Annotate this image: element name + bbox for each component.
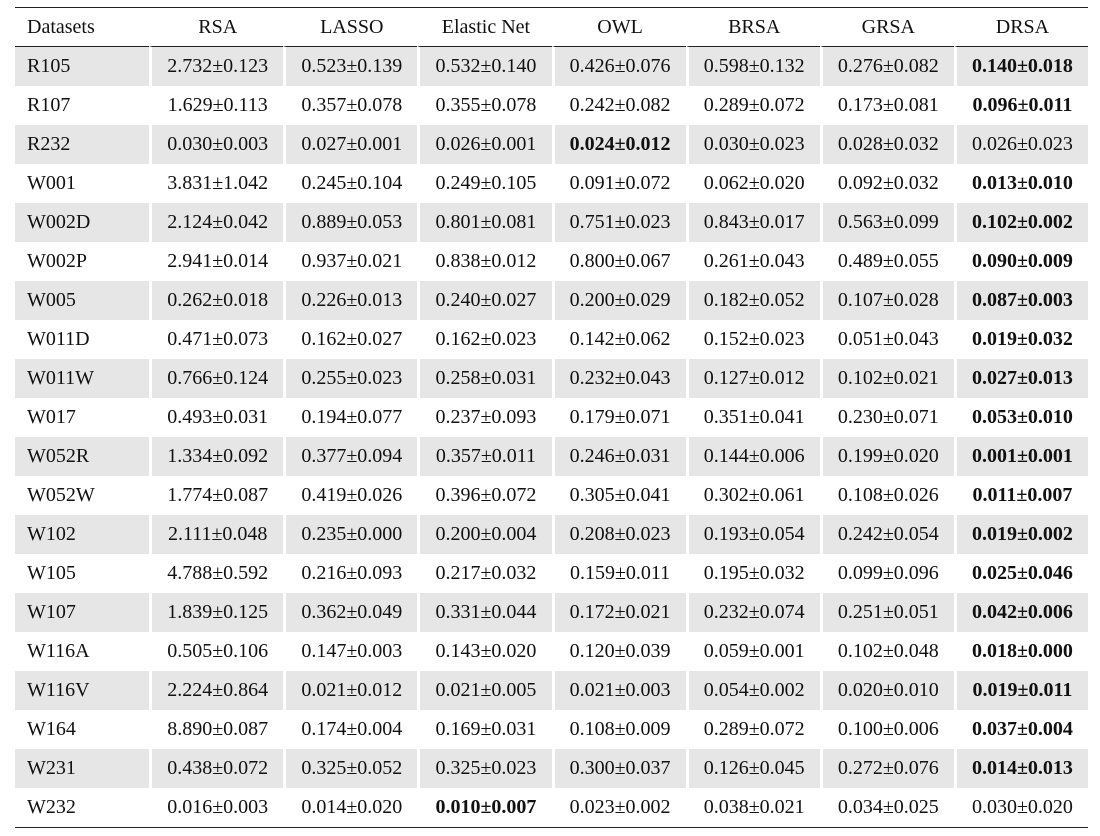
header-elastic-net: Elastic Net xyxy=(417,8,551,47)
table-row xyxy=(15,203,1088,242)
value-cell-brsa: 0.232±0.074 xyxy=(686,593,820,632)
header-brsa: BRSA xyxy=(686,8,820,47)
value-cell-elastic-net: 0.249±0.105 xyxy=(417,164,551,203)
dataset-name-cell: W102 xyxy=(15,515,149,554)
value-cell-brsa: 0.152±0.023 xyxy=(686,320,820,359)
value-cell-rsa: 1.334±0.092 xyxy=(149,437,283,476)
value-cell-owl: 0.179±0.071 xyxy=(552,398,686,437)
value-cell-rsa: 0.471±0.073 xyxy=(149,320,283,359)
dataset-name-cell: W116V xyxy=(15,671,149,710)
value-cell-elastic-net: 0.258±0.031 xyxy=(417,359,551,398)
dataset-name-cell: W001 xyxy=(27,172,76,194)
value-cell-lasso: 0.362±0.049 xyxy=(283,593,417,632)
value-cell-owl: 0.800±0.067 xyxy=(552,242,686,281)
value-cell-brsa: 0.261±0.043 xyxy=(686,242,820,281)
value-cell-brsa: 0.598±0.132 xyxy=(686,47,820,86)
value-cell-rsa: 4.788±0.592 xyxy=(149,554,283,593)
table-row xyxy=(15,281,1088,320)
header-row xyxy=(15,8,1088,47)
value-cell-grsa: 0.108±0.026 xyxy=(820,476,954,515)
value-cell-elastic-net: 0.355±0.078 xyxy=(417,86,551,125)
dataset-name-cell: W164 xyxy=(27,718,76,740)
value-cell-rsa: 0.262±0.018 xyxy=(149,281,283,320)
value-cell-brsa: 0.030±0.023 xyxy=(686,125,820,164)
value-cell-lasso: 0.325±0.052 xyxy=(283,749,417,788)
value-cell-elastic-net: 0.532±0.140 xyxy=(417,47,551,86)
value-cell-drsa: 0.087±0.003 xyxy=(954,281,1088,320)
table-row xyxy=(15,788,1088,827)
value-cell-brsa: 0.843±0.017 xyxy=(686,203,820,242)
value-cell-rsa: 0.438±0.072 xyxy=(149,749,283,788)
table-row xyxy=(15,242,1088,281)
value-cell-drsa: 0.001±0.001 xyxy=(954,437,1088,476)
value-cell-lasso: 0.357±0.078 xyxy=(283,86,417,125)
value-cell-drsa: 0.014±0.013 xyxy=(954,749,1088,788)
value-cell-lasso: 0.245±0.104 xyxy=(283,164,417,203)
value-cell-rsa: 2.111±0.048 xyxy=(149,515,283,554)
value-cell-brsa: 0.193±0.054 xyxy=(686,515,820,554)
value-cell-lasso: 0.216±0.093 xyxy=(283,554,417,593)
table-row xyxy=(15,476,1088,515)
value-cell-owl: 0.021±0.003 xyxy=(552,671,686,710)
table-row xyxy=(15,437,1088,476)
table-row xyxy=(15,47,1088,86)
value-cell-grsa: 0.230±0.071 xyxy=(820,398,954,437)
value-cell-lasso: 0.889±0.053 xyxy=(283,203,417,242)
dataset-name-cell: W052W xyxy=(27,484,95,506)
value-cell-brsa: 0.038±0.021 xyxy=(686,788,820,827)
dataset-name-cell: W011W xyxy=(15,359,149,398)
table-row xyxy=(15,86,1088,125)
value-cell-brsa: 0.054±0.002 xyxy=(686,671,820,710)
value-cell-rsa: 1.774±0.087 xyxy=(149,476,283,515)
table-row xyxy=(15,125,1088,164)
value-cell-drsa: 0.011±0.007 xyxy=(954,476,1088,515)
dataset-name-cell: R105 xyxy=(15,47,149,86)
value-cell-lasso: 0.027±0.001 xyxy=(283,125,417,164)
value-cell-drsa: 0.140±0.018 xyxy=(954,47,1088,86)
value-cell-owl: 0.172±0.021 xyxy=(552,593,686,632)
value-cell-grsa: 0.102±0.021 xyxy=(820,359,954,398)
dataset-name-cell: R232 xyxy=(15,125,149,164)
value-cell-lasso: 0.147±0.003 xyxy=(283,632,417,671)
value-cell-owl: 0.200±0.029 xyxy=(552,281,686,320)
dataset-name-cell: W002D xyxy=(15,203,149,242)
value-cell-grsa: 0.100±0.006 xyxy=(820,710,954,749)
header-datasets: Datasets xyxy=(15,8,149,47)
header-lasso: LASSO xyxy=(283,8,417,47)
header-rsa: RSA xyxy=(149,8,283,47)
value-cell-lasso: 0.021±0.012 xyxy=(283,671,417,710)
table-row xyxy=(15,359,1088,398)
value-cell-owl: 0.305±0.041 xyxy=(552,476,686,515)
value-cell-owl: 0.426±0.076 xyxy=(552,47,686,86)
value-cell-brsa: 0.195±0.032 xyxy=(686,554,820,593)
value-cell-owl: 0.751±0.023 xyxy=(552,203,686,242)
value-cell-lasso: 0.377±0.094 xyxy=(283,437,417,476)
value-cell-rsa: 0.016±0.003 xyxy=(149,788,283,827)
value-cell-grsa: 0.173±0.081 xyxy=(820,86,954,125)
value-cell-grsa: 0.242±0.054 xyxy=(820,515,954,554)
value-cell-brsa: 0.062±0.020 xyxy=(686,164,820,203)
value-cell-grsa: 0.276±0.082 xyxy=(820,47,954,86)
value-cell-grsa: 0.020±0.010 xyxy=(820,671,954,710)
value-cell-lasso: 0.523±0.139 xyxy=(283,47,417,86)
results-table-container xyxy=(15,7,1088,828)
value-cell-lasso: 0.235±0.000 xyxy=(283,515,417,554)
value-cell-drsa: 0.019±0.011 xyxy=(954,671,1088,710)
dataset-name-cell: W105 xyxy=(27,562,76,584)
dataset-name-cell: W116A xyxy=(27,640,90,662)
value-cell-owl: 0.024±0.012 xyxy=(552,125,686,164)
dataset-name-cell: R107 xyxy=(27,94,71,116)
table-row xyxy=(15,398,1088,437)
value-cell-drsa: 0.042±0.006 xyxy=(954,593,1088,632)
value-cell-lasso: 0.014±0.020 xyxy=(283,788,417,827)
value-cell-drsa: 0.026±0.023 xyxy=(954,125,1088,164)
value-cell-grsa: 0.028±0.032 xyxy=(820,125,954,164)
value-cell-elastic-net: 0.357±0.011 xyxy=(417,437,551,476)
table-row xyxy=(15,710,1088,749)
value-cell-rsa: 2.732±0.123 xyxy=(149,47,283,86)
value-cell-grsa: 0.199±0.020 xyxy=(820,437,954,476)
value-cell-brsa: 0.302±0.061 xyxy=(686,476,820,515)
value-cell-grsa: 0.251±0.051 xyxy=(820,593,954,632)
table-row xyxy=(15,632,1088,671)
dataset-name-cell: W052R xyxy=(15,437,149,476)
value-cell-elastic-net: 0.237±0.093 xyxy=(417,398,551,437)
value-cell-owl: 0.300±0.037 xyxy=(552,749,686,788)
value-cell-lasso: 0.937±0.021 xyxy=(283,242,417,281)
value-cell-lasso: 0.162±0.027 xyxy=(283,320,417,359)
dataset-name-cell: W005 xyxy=(15,281,149,320)
value-cell-elastic-net: 0.838±0.012 xyxy=(417,242,551,281)
dataset-name-cell: W231 xyxy=(15,749,149,788)
value-cell-owl: 0.232±0.043 xyxy=(552,359,686,398)
dataset-name-cell: W002P xyxy=(27,250,87,272)
dataset-name-cell: W011D xyxy=(27,328,90,350)
value-cell-elastic-net: 0.162±0.023 xyxy=(417,320,551,359)
value-cell-elastic-net: 0.200±0.004 xyxy=(417,515,551,554)
value-cell-rsa: 2.941±0.014 xyxy=(149,242,283,281)
value-cell-elastic-net: 0.240±0.027 xyxy=(417,281,551,320)
header-drsa: DRSA xyxy=(954,8,1088,47)
value-cell-grsa: 0.563±0.099 xyxy=(820,203,954,242)
results-table xyxy=(15,7,1088,828)
value-cell-rsa: 8.890±0.087 xyxy=(149,710,283,749)
value-cell-owl: 0.208±0.023 xyxy=(552,515,686,554)
value-cell-drsa: 0.019±0.032 xyxy=(954,320,1088,359)
value-cell-grsa: 0.489±0.055 xyxy=(820,242,954,281)
value-cell-owl: 0.091±0.072 xyxy=(552,164,686,203)
value-cell-brsa: 0.144±0.006 xyxy=(686,437,820,476)
value-cell-grsa: 0.092±0.032 xyxy=(820,164,954,203)
value-cell-drsa: 0.030±0.020 xyxy=(954,788,1088,827)
value-cell-brsa: 0.126±0.045 xyxy=(686,749,820,788)
dataset-name-cell: W017 xyxy=(27,406,76,428)
value-cell-drsa: 0.037±0.004 xyxy=(954,710,1088,749)
value-cell-drsa: 0.013±0.010 xyxy=(954,164,1088,203)
value-cell-elastic-net: 0.217±0.032 xyxy=(417,554,551,593)
value-cell-owl: 0.159±0.011 xyxy=(552,554,686,593)
value-cell-brsa: 0.127±0.012 xyxy=(686,359,820,398)
table-row xyxy=(15,320,1088,359)
value-cell-drsa: 0.018±0.000 xyxy=(954,632,1088,671)
value-cell-brsa: 0.351±0.041 xyxy=(686,398,820,437)
value-cell-drsa: 0.027±0.013 xyxy=(954,359,1088,398)
value-cell-elastic-net: 0.026±0.001 xyxy=(417,125,551,164)
value-cell-lasso: 0.419±0.026 xyxy=(283,476,417,515)
value-cell-grsa: 0.102±0.048 xyxy=(820,632,954,671)
value-cell-brsa: 0.182±0.052 xyxy=(686,281,820,320)
value-cell-rsa: 0.493±0.031 xyxy=(149,398,283,437)
value-cell-lasso: 0.255±0.023 xyxy=(283,359,417,398)
value-cell-rsa: 0.505±0.106 xyxy=(149,632,283,671)
table-row xyxy=(15,749,1088,788)
value-cell-elastic-net: 0.331±0.044 xyxy=(417,593,551,632)
value-cell-rsa: 1.839±0.125 xyxy=(149,593,283,632)
value-cell-grsa: 0.099±0.096 xyxy=(820,554,954,593)
value-cell-grsa: 0.034±0.025 xyxy=(820,788,954,827)
table-row xyxy=(15,671,1088,710)
value-cell-drsa: 0.053±0.010 xyxy=(954,398,1088,437)
header-owl: OWL xyxy=(552,8,686,47)
table-row xyxy=(15,554,1088,593)
value-cell-owl: 0.142±0.062 xyxy=(552,320,686,359)
value-cell-elastic-net: 0.021±0.005 xyxy=(417,671,551,710)
value-cell-rsa: 0.766±0.124 xyxy=(149,359,283,398)
value-cell-lasso: 0.174±0.004 xyxy=(283,710,417,749)
value-cell-drsa: 0.025±0.046 xyxy=(954,554,1088,593)
value-cell-brsa: 0.289±0.072 xyxy=(686,86,820,125)
value-cell-elastic-net: 0.169±0.031 xyxy=(417,710,551,749)
dataset-name-cell: W232 xyxy=(27,796,76,818)
value-cell-owl: 0.242±0.082 xyxy=(552,86,686,125)
value-cell-rsa: 3.831±1.042 xyxy=(149,164,283,203)
value-cell-elastic-net: 0.801±0.081 xyxy=(417,203,551,242)
table-row xyxy=(15,593,1088,632)
value-cell-drsa: 0.090±0.009 xyxy=(954,242,1088,281)
value-cell-lasso: 0.226±0.013 xyxy=(283,281,417,320)
value-cell-rsa: 2.224±0.864 xyxy=(149,671,283,710)
value-cell-drsa: 0.102±0.002 xyxy=(954,203,1088,242)
value-cell-drsa: 0.019±0.002 xyxy=(954,515,1088,554)
value-cell-grsa: 0.272±0.076 xyxy=(820,749,954,788)
value-cell-rsa: 1.629±0.113 xyxy=(149,86,283,125)
header-grsa: GRSA xyxy=(820,8,954,47)
value-cell-elastic-net: 0.325±0.023 xyxy=(417,749,551,788)
value-cell-grsa: 0.051±0.043 xyxy=(820,320,954,359)
value-cell-brsa: 0.059±0.001 xyxy=(686,632,820,671)
value-cell-drsa: 0.096±0.011 xyxy=(954,86,1088,125)
dataset-name-cell: W107 xyxy=(15,593,149,632)
table-body xyxy=(15,47,1088,827)
value-cell-grsa: 0.107±0.028 xyxy=(820,281,954,320)
value-cell-elastic-net: 0.396±0.072 xyxy=(417,476,551,515)
value-cell-rsa: 2.124±0.042 xyxy=(149,203,283,242)
value-cell-owl: 0.120±0.039 xyxy=(552,632,686,671)
value-cell-elastic-net: 0.010±0.007 xyxy=(417,788,551,827)
value-cell-owl: 0.108±0.009 xyxy=(552,710,686,749)
table-row xyxy=(15,164,1088,203)
value-cell-elastic-net: 0.143±0.020 xyxy=(417,632,551,671)
value-cell-lasso: 0.194±0.077 xyxy=(283,398,417,437)
value-cell-brsa: 0.289±0.072 xyxy=(686,710,820,749)
value-cell-owl: 0.023±0.002 xyxy=(552,788,686,827)
value-cell-rsa: 0.030±0.003 xyxy=(149,125,283,164)
table-row xyxy=(15,515,1088,554)
value-cell-owl: 0.246±0.031 xyxy=(552,437,686,476)
